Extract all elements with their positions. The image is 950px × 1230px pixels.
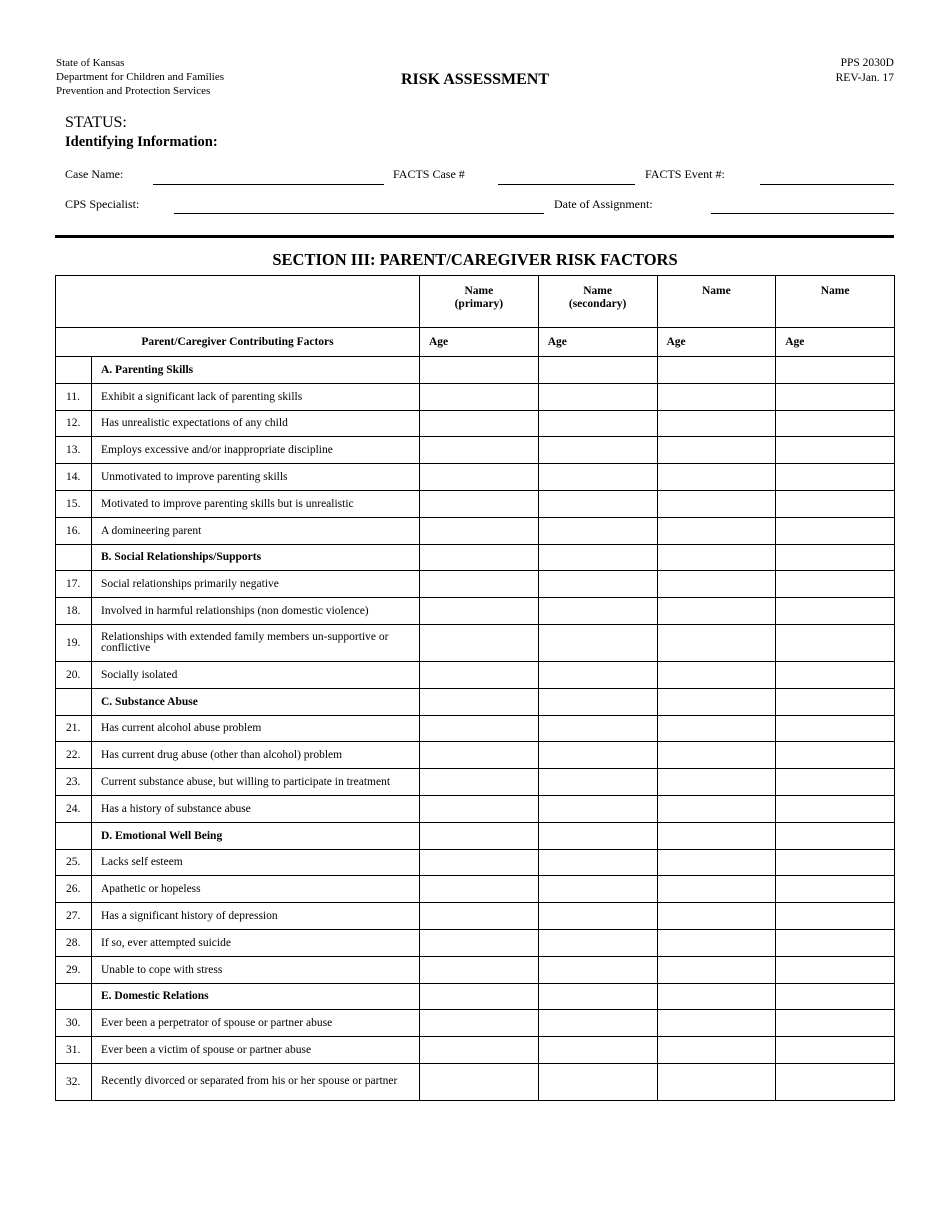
page-title: RISK ASSESSMENT xyxy=(400,71,550,88)
rating-cell[interactable] xyxy=(420,769,539,796)
rating-cell[interactable] xyxy=(420,715,539,742)
rating-cell[interactable] xyxy=(776,357,895,384)
table-row xyxy=(56,903,895,930)
name-header-sublabel: (primary) xyxy=(454,298,504,310)
table-row xyxy=(56,715,895,742)
factor-description: Unmotivated to improve parenting skills xyxy=(92,464,420,491)
rating-cell[interactable] xyxy=(657,357,776,384)
item-number: 28. xyxy=(56,929,92,956)
rating-cell[interactable] xyxy=(420,624,539,661)
factor-description: Recently divorced or separated from his or her spouse or partner xyxy=(92,1063,420,1100)
rating-cell[interactable] xyxy=(657,688,776,715)
rating-cell[interactable] xyxy=(538,822,657,849)
facts-event-label: FACTS Event #: xyxy=(645,167,725,181)
rating-cell[interactable] xyxy=(420,661,539,688)
item-number: 18. xyxy=(56,598,92,625)
rating-cell[interactable] xyxy=(776,1063,895,1100)
rating-cell[interactable] xyxy=(657,464,776,491)
rating-cell[interactable] xyxy=(420,357,539,384)
rating-cell[interactable] xyxy=(538,956,657,983)
cps-specialist-field[interactable] xyxy=(174,213,544,214)
case-name-label: Case Name: xyxy=(65,167,124,181)
age-cell[interactable]: Age xyxy=(657,328,776,357)
table-row xyxy=(56,661,895,688)
table-row xyxy=(56,956,895,983)
cps-specialist-label: CPS Specialist: xyxy=(65,197,140,211)
factor-description: Relationships with extended family members un-supportive or conflictive xyxy=(92,624,420,661)
factor-description: If so, ever attempted suicide xyxy=(92,929,420,956)
form-revision: REV-Jan. 17 xyxy=(835,72,894,84)
rating-cell[interactable] xyxy=(776,464,895,491)
rating-cell[interactable] xyxy=(420,903,539,930)
rating-cell[interactable] xyxy=(538,1037,657,1064)
table-row xyxy=(56,1010,895,1037)
rating-cell[interactable] xyxy=(420,688,539,715)
facts-case-field[interactable] xyxy=(498,184,635,185)
rating-cell[interactable] xyxy=(776,661,895,688)
section-heading: D. Emotional Well Being xyxy=(92,822,420,849)
name-header-label: Name xyxy=(583,285,612,297)
rating-cell[interactable] xyxy=(538,490,657,517)
name-header-3[interactable] xyxy=(657,276,776,328)
rating-cell[interactable] xyxy=(538,383,657,410)
table-row xyxy=(56,571,895,598)
factor-description: A domineering parent xyxy=(92,517,420,544)
rating-cell[interactable] xyxy=(657,795,776,822)
section-divider xyxy=(55,235,894,238)
rating-cell[interactable] xyxy=(657,849,776,876)
name-header-label: Name xyxy=(702,285,731,297)
rating-cell[interactable] xyxy=(420,598,539,625)
rating-cell[interactable] xyxy=(420,1010,539,1037)
rating-cell[interactable] xyxy=(657,624,776,661)
table-row xyxy=(56,876,895,903)
age-cell[interactable]: Age xyxy=(420,328,539,357)
table-row xyxy=(56,742,895,769)
factor-description: Has a significant history of depression xyxy=(92,903,420,930)
name-header-primary[interactable] xyxy=(420,276,539,328)
factor-description: Has current alcohol abuse problem xyxy=(92,715,420,742)
table-header-row xyxy=(56,276,895,328)
item-number xyxy=(56,688,92,715)
table-row xyxy=(56,437,895,464)
rating-cell[interactable] xyxy=(776,544,895,571)
table-row xyxy=(56,517,895,544)
rating-cell[interactable] xyxy=(776,410,895,437)
identifying-info-heading: Identifying Information: xyxy=(65,134,218,150)
status-label: STATUS: xyxy=(65,114,127,131)
item-number: 32. xyxy=(56,1063,92,1100)
rating-cell[interactable] xyxy=(657,598,776,625)
date-of-assignment-field[interactable] xyxy=(711,213,894,214)
rating-cell[interactable] xyxy=(538,795,657,822)
factor-description: Ever been a victim of spouse or partner abuse xyxy=(92,1037,420,1064)
rating-cell[interactable] xyxy=(420,544,539,571)
rating-cell[interactable] xyxy=(657,903,776,930)
rating-cell[interactable] xyxy=(420,822,539,849)
form-number-block xyxy=(836,56,894,86)
age-cell[interactable]: Age xyxy=(538,328,657,357)
item-number: 24. xyxy=(56,795,92,822)
rating-cell[interactable] xyxy=(420,517,539,544)
rating-cell[interactable] xyxy=(657,1010,776,1037)
factor-description: Involved in harmful relationships (non domestic violence) xyxy=(92,598,420,625)
rating-cell[interactable] xyxy=(420,1063,539,1100)
rating-cell[interactable] xyxy=(538,1063,657,1100)
item-number: 19. xyxy=(56,624,92,661)
rating-cell[interactable] xyxy=(538,769,657,796)
rating-cell[interactable] xyxy=(657,929,776,956)
rating-cell[interactable] xyxy=(657,1063,776,1100)
item-number: 11. xyxy=(56,383,92,410)
factor-description: Social relationships primarily negative xyxy=(92,571,420,598)
table-row xyxy=(56,1063,895,1100)
rating-cell[interactable] xyxy=(420,876,539,903)
facts-case-label: FACTS Case # xyxy=(393,167,465,181)
age-header-row xyxy=(56,328,895,357)
rating-cell[interactable] xyxy=(657,876,776,903)
header-blank-cell xyxy=(56,276,420,328)
item-number: 15. xyxy=(56,490,92,517)
rating-cell[interactable] xyxy=(776,517,895,544)
rating-cell[interactable] xyxy=(538,742,657,769)
name-header-label: Name xyxy=(464,285,494,297)
name-header-label: Name xyxy=(820,285,850,297)
rating-cell[interactable] xyxy=(776,1010,895,1037)
factor-description: Exhibit a significant lack of parenting skills xyxy=(92,383,420,410)
rating-cell[interactable] xyxy=(657,742,776,769)
item-number: 16. xyxy=(56,517,92,544)
item-number: 17. xyxy=(56,571,92,598)
rating-cell[interactable] xyxy=(420,1037,539,1064)
item-number: 26. xyxy=(56,876,92,903)
rating-cell[interactable] xyxy=(776,903,895,930)
section-row xyxy=(56,688,895,715)
rating-cell[interactable] xyxy=(657,715,776,742)
item-number xyxy=(56,357,92,384)
table-row xyxy=(56,624,895,661)
item-number: 30. xyxy=(56,1010,92,1037)
rating-cell[interactable] xyxy=(538,517,657,544)
rating-cell[interactable] xyxy=(657,822,776,849)
rating-cell[interactable] xyxy=(657,517,776,544)
section-heading: A. Parenting Skills xyxy=(92,357,420,384)
factor-description: Has unrealistic expectations of any child xyxy=(92,410,420,437)
rating-cell[interactable] xyxy=(657,956,776,983)
table-row xyxy=(56,769,895,796)
rating-cell[interactable] xyxy=(776,688,895,715)
rating-cell[interactable] xyxy=(538,544,657,571)
table-row xyxy=(56,410,895,437)
age-cell[interactable]: Age xyxy=(776,328,895,357)
rating-cell[interactable] xyxy=(538,849,657,876)
section-row xyxy=(56,544,895,571)
rating-cell[interactable] xyxy=(420,437,539,464)
rating-cell[interactable] xyxy=(538,983,657,1010)
facts-event-field[interactable] xyxy=(760,184,894,185)
rating-cell[interactable] xyxy=(420,929,539,956)
factor-description: Lacks self esteem xyxy=(92,849,420,876)
item-number: 22. xyxy=(56,742,92,769)
rating-cell[interactable] xyxy=(776,822,895,849)
rating-cell[interactable] xyxy=(776,383,895,410)
factor-description: Current substance abuse, but willing to participate in treatment xyxy=(92,769,420,796)
item-number: 20. xyxy=(56,661,92,688)
table-row xyxy=(56,598,895,625)
rating-cell[interactable] xyxy=(538,624,657,661)
rating-cell[interactable] xyxy=(538,437,657,464)
agency-line: State of Kansas xyxy=(56,57,125,69)
rating-cell[interactable] xyxy=(420,383,539,410)
rating-cell[interactable] xyxy=(657,383,776,410)
table-row xyxy=(56,490,895,517)
rating-cell[interactable] xyxy=(657,544,776,571)
agency-line: Prevention and Protection Services xyxy=(56,85,211,97)
rating-cell[interactable] xyxy=(776,490,895,517)
name-header-secondary[interactable] xyxy=(538,276,657,328)
rating-cell[interactable] xyxy=(420,571,539,598)
table-row xyxy=(56,795,895,822)
factor-description: Has a history of substance abuse xyxy=(92,795,420,822)
table-row xyxy=(56,383,895,410)
rating-cell[interactable] xyxy=(776,769,895,796)
table-row xyxy=(56,849,895,876)
rating-cell[interactable] xyxy=(776,742,895,769)
section-heading: C. Substance Abuse xyxy=(92,688,420,715)
rating-cell[interactable] xyxy=(657,571,776,598)
rating-cell[interactable] xyxy=(657,983,776,1010)
section-row xyxy=(56,983,895,1010)
rating-cell[interactable] xyxy=(657,437,776,464)
item-number: 23. xyxy=(56,769,92,796)
factor-description: Socially isolated xyxy=(92,661,420,688)
rating-cell[interactable] xyxy=(538,688,657,715)
rating-cell[interactable] xyxy=(776,624,895,661)
item-number: 31. xyxy=(56,1037,92,1064)
rating-cell[interactable] xyxy=(776,437,895,464)
factor-description: Has current drug abuse (other than alcohol) problem xyxy=(92,742,420,769)
rating-cell[interactable] xyxy=(776,715,895,742)
factor-description: Motivated to improve parenting skills but is unrealistic xyxy=(92,490,420,517)
factors-header: Parent/Caregiver Contributing Factors xyxy=(56,328,420,357)
rating-cell[interactable] xyxy=(776,795,895,822)
rating-cell[interactable] xyxy=(538,1010,657,1037)
rating-cell[interactable] xyxy=(538,598,657,625)
rating-cell[interactable] xyxy=(420,410,539,437)
rating-cell[interactable] xyxy=(538,903,657,930)
factor-description: Employs excessive and/or inappropriate discipline xyxy=(92,437,420,464)
item-number: 27. xyxy=(56,903,92,930)
rating-cell[interactable] xyxy=(776,983,895,1010)
form-number: PPS 2030D xyxy=(840,57,894,69)
agency-line: Department for Children and Families xyxy=(56,71,225,83)
rating-cell[interactable] xyxy=(420,849,539,876)
rating-cell[interactable] xyxy=(776,876,895,903)
rating-cell[interactable] xyxy=(657,769,776,796)
item-number: 12. xyxy=(56,410,92,437)
rating-cell[interactable] xyxy=(776,929,895,956)
risk-factors-table xyxy=(55,275,895,1101)
section-row xyxy=(56,357,895,384)
rating-cell[interactable] xyxy=(420,956,539,983)
rating-cell[interactable] xyxy=(657,410,776,437)
factor-description: Apathetic or hopeless xyxy=(92,876,420,903)
rating-cell[interactable] xyxy=(776,598,895,625)
name-header-4[interactable] xyxy=(776,276,895,328)
rating-cell[interactable] xyxy=(538,715,657,742)
rating-cell[interactable] xyxy=(776,849,895,876)
table-row xyxy=(56,464,895,491)
rating-cell[interactable] xyxy=(538,571,657,598)
factor-description: Unable to cope with stress xyxy=(92,956,420,983)
rating-cell[interactable] xyxy=(420,742,539,769)
rating-cell[interactable] xyxy=(538,357,657,384)
item-number: 29. xyxy=(56,956,92,983)
factor-description: Ever been a perpetrator of spouse or partner abuse xyxy=(92,1010,420,1037)
section-row xyxy=(56,822,895,849)
section-heading: E. Domestic Relations xyxy=(92,983,420,1010)
rating-cell[interactable] xyxy=(420,490,539,517)
rating-cell[interactable] xyxy=(420,464,539,491)
item-number xyxy=(56,544,92,571)
date-of-assignment-label: Date of Assignment: xyxy=(554,197,653,211)
rating-cell[interactable] xyxy=(776,1037,895,1064)
rating-cell[interactable] xyxy=(420,983,539,1010)
section-heading: B. Social Relationships/Supports xyxy=(92,544,420,571)
rating-cell[interactable] xyxy=(538,929,657,956)
rating-cell[interactable] xyxy=(538,661,657,688)
item-number: 25. xyxy=(56,849,92,876)
rating-cell[interactable] xyxy=(538,464,657,491)
rating-cell[interactable] xyxy=(657,1037,776,1064)
item-number: 21. xyxy=(56,715,92,742)
rating-cell[interactable] xyxy=(657,661,776,688)
table-row xyxy=(56,929,895,956)
rating-cell[interactable] xyxy=(657,490,776,517)
rating-cell[interactable] xyxy=(776,956,895,983)
name-header-sublabel: (secondary) xyxy=(568,298,627,310)
rating-cell[interactable] xyxy=(538,410,657,437)
rating-cell[interactable] xyxy=(420,795,539,822)
rating-cell[interactable] xyxy=(776,571,895,598)
rating-cell[interactable] xyxy=(538,876,657,903)
item-number xyxy=(56,983,92,1010)
case-name-field[interactable] xyxy=(153,184,384,185)
item-number xyxy=(56,822,92,849)
section-title: SECTION III: PARENT/CAREGIVER RISK FACTORS xyxy=(272,250,678,269)
item-number: 13. xyxy=(56,437,92,464)
item-number: 14. xyxy=(56,464,92,491)
table-row xyxy=(56,1037,895,1064)
